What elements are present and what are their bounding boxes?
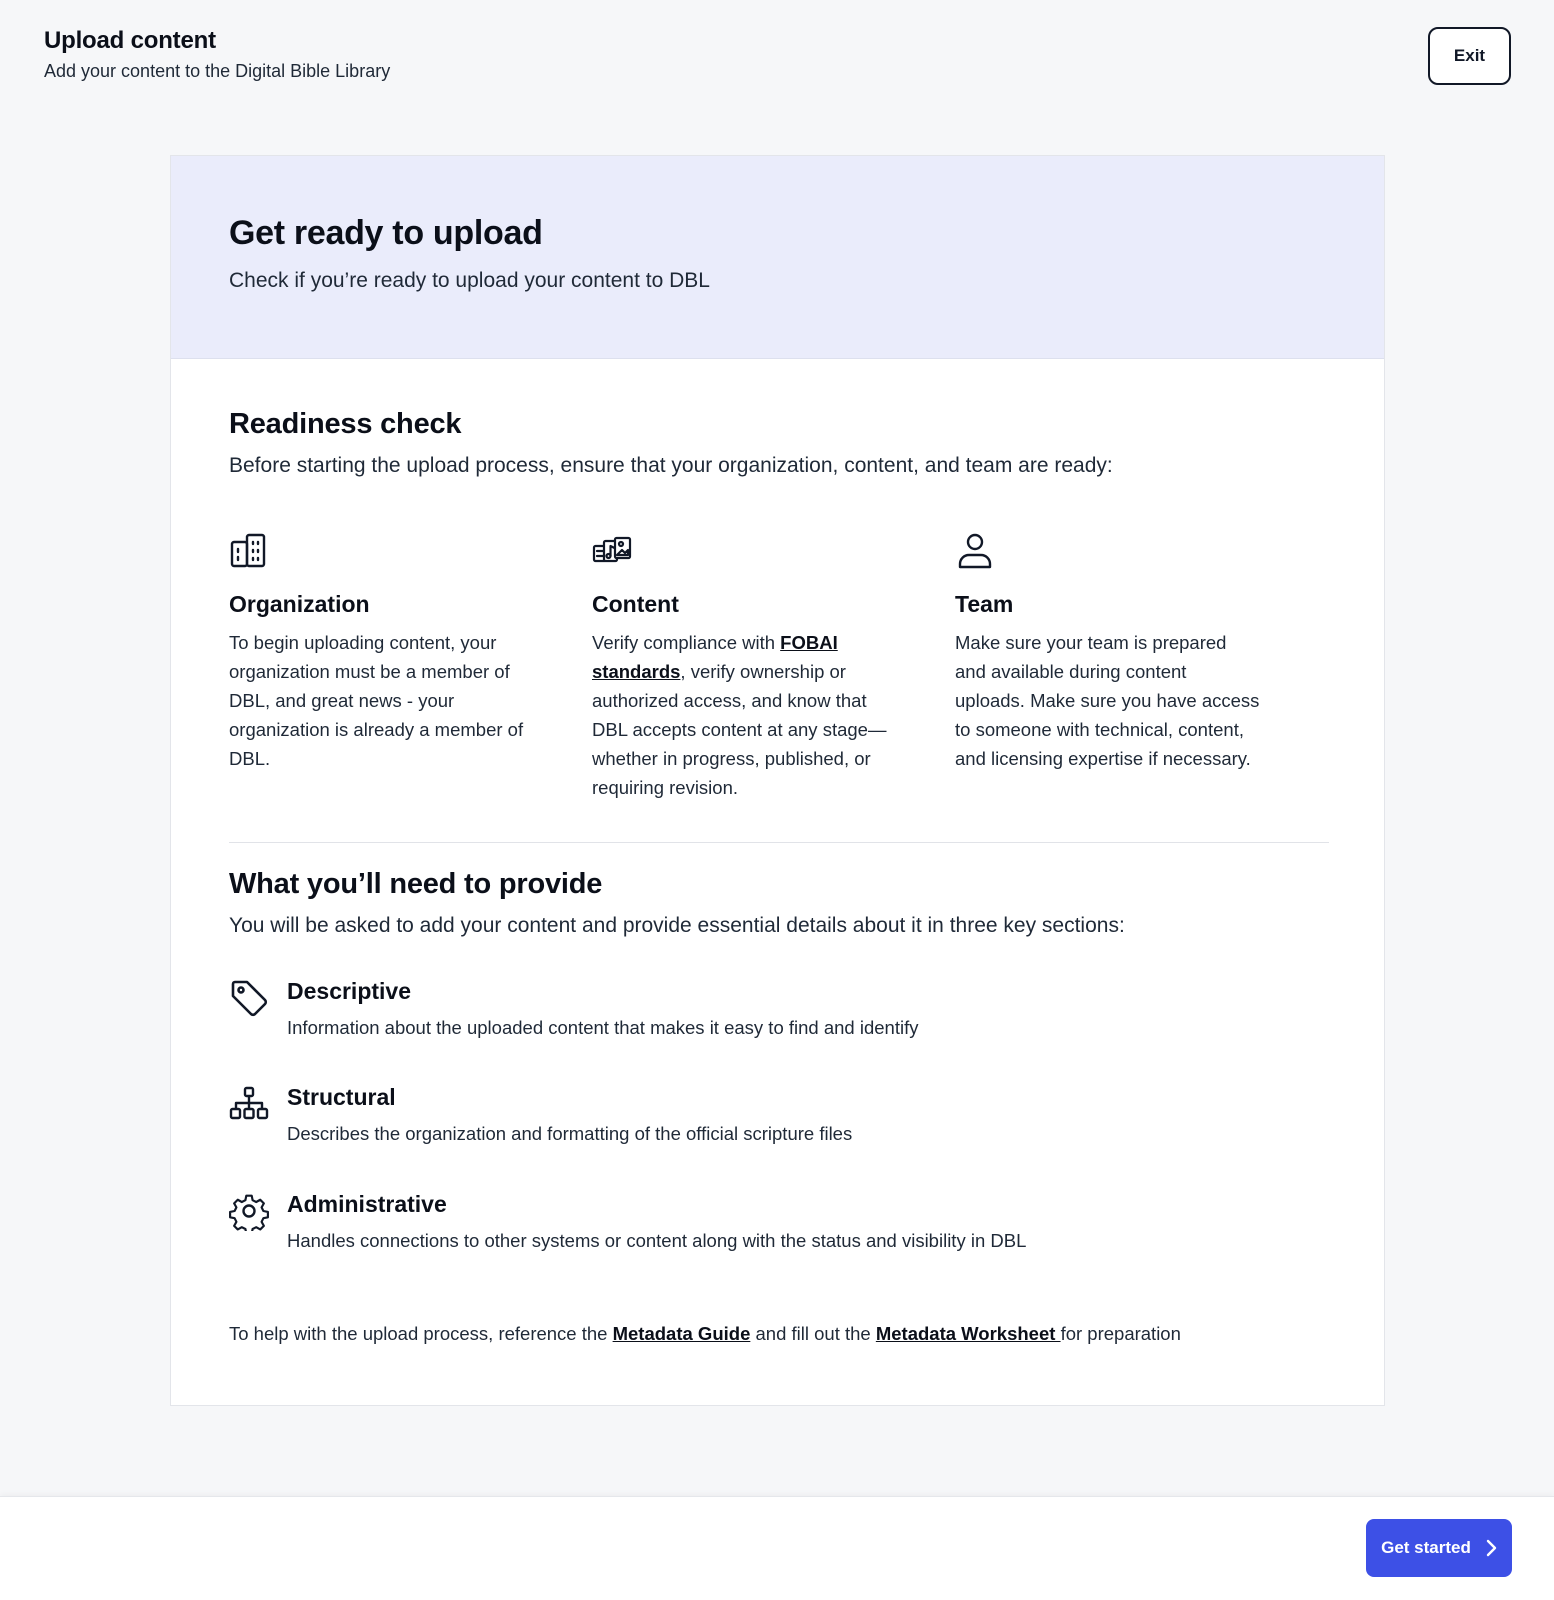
chevron-right-icon <box>1485 1538 1497 1558</box>
metadata-help-text <box>229 1323 1181 1345</box>
readiness-team <box>955 531 1260 773</box>
bottom-action-bar <box>0 1496 1554 1600</box>
media-files-icon <box>592 531 632 571</box>
section-divider <box>229 842 1329 843</box>
administrative-desc: Handles connections to other systems or content along with the status and visibility in DBL <box>287 1230 1027 1251</box>
organization-text: To begin uploading content, your organization must be a member of DBL, and great news - your organization is already a member of DBL. <box>229 632 524 769</box>
provide-descriptive <box>229 978 1229 1058</box>
gear-icon <box>229 1191 269 1231</box>
fobai-standards-link[interactable]: FOBAI standards <box>592 632 838 682</box>
hero-banner <box>171 156 1384 359</box>
building-icon <box>229 531 269 571</box>
structural-title: Structural <box>287 1084 396 1110</box>
administrative-title: Administrative <box>287 1191 447 1217</box>
readiness-title: Readiness check <box>229 408 462 440</box>
provide-intro: You will be asked to add your content and provide essential details about it in three key sections: <box>229 914 1125 937</box>
hero-title: Get ready to upload <box>229 214 543 252</box>
organization-title: Organization <box>229 591 370 617</box>
hierarchy-icon <box>229 1084 269 1124</box>
hero-subtitle: Check if you’re ready to upload your content to DBL <box>229 269 710 292</box>
content-text-after: , verify ownership or authorized access, and know that DBL accepts content at any stage—whether in progress, published, or requiring revision. <box>592 661 887 798</box>
provide-structural <box>229 1084 1229 1164</box>
team-text: Make sure your team is prepared and available during content uploads. Make sure you have access to someone with technical, content, and licensing expertise if necessary. <box>955 632 1260 769</box>
page-title: Upload content <box>44 27 216 54</box>
readiness-intro: Before starting the upload process, ensure that your organization, content, and team are ready: <box>229 454 1113 477</box>
metadata-worksheet-link[interactable]: Metadata Worksheet <box>875 1323 1061 1344</box>
person-icon <box>955 531 995 571</box>
get-started-label: Get started <box>1381 1538 1471 1557</box>
descriptive-title: Descriptive <box>287 978 412 1004</box>
top-bar <box>0 0 1554 120</box>
readiness-organization <box>229 531 534 773</box>
get-started-button[interactable] <box>1366 1519 1512 1577</box>
exit-button[interactable]: Exit <box>1428 27 1511 85</box>
footnote-text-2: and fill out the <box>750 1323 876 1344</box>
readiness-content <box>592 531 897 802</box>
footnote-text-1: To help with the upload process, reference the <box>229 1323 613 1344</box>
content-text <box>592 628 897 802</box>
page-subtitle: Add your content to the Digital Bible Library <box>44 61 391 81</box>
content-text-before: Verify compliance with <box>592 632 781 653</box>
metadata-guide-link[interactable]: Metadata Guide <box>612 1323 751 1344</box>
team-title: Team <box>955 591 1014 617</box>
structural-desc: Describes the organization and formatting of the official scripture files <box>287 1123 853 1144</box>
descriptive-desc: Information about the uploaded content that makes it easy to find and identify <box>287 1017 919 1038</box>
provide-title: What you’ll need to provide <box>229 868 603 900</box>
provide-administrative <box>229 1191 1229 1271</box>
upload-readiness-card <box>170 155 1385 1406</box>
footnote-text-3: for preparation <box>1060 1323 1181 1344</box>
tag-icon <box>229 978 269 1018</box>
content-title: Content <box>592 591 679 617</box>
